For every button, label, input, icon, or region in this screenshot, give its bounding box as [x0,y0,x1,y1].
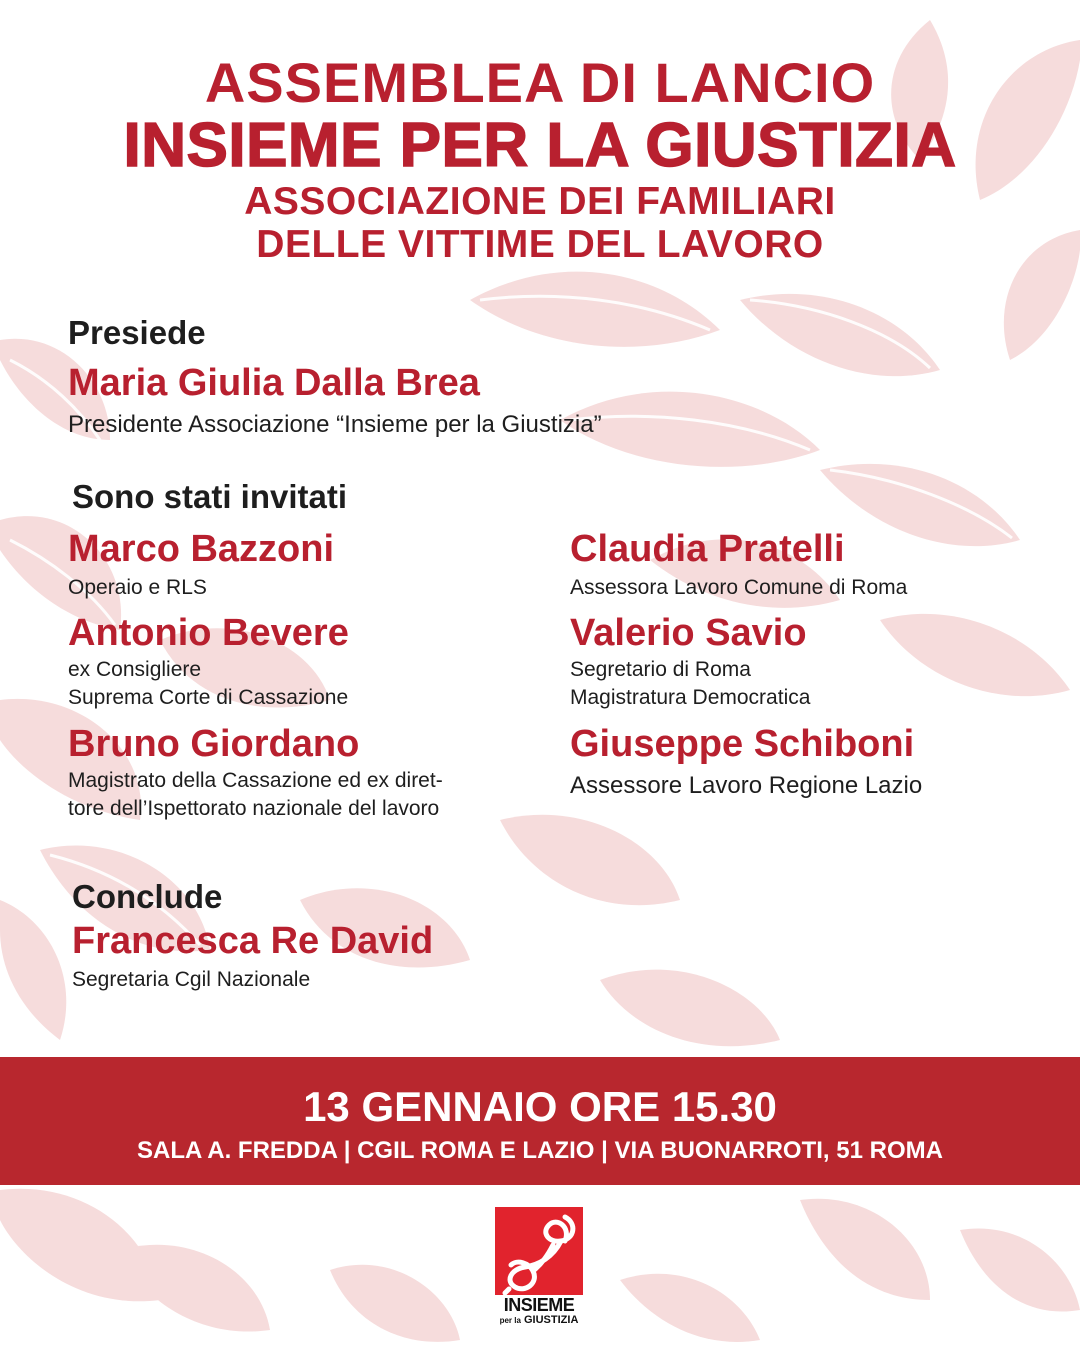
invitato-name: Antonio Bevere [68,612,349,654]
invitato-name: Valerio Savio [570,612,807,654]
logo-wordmark: INSIEME per la GIUSTIZIA [499,1295,579,1326]
event-place: SALA A. FREDDA | CGIL ROMA E LAZIO | VIA BUONARROTI, 51 ROMA [137,1137,943,1164]
title-block [0,52,1080,264]
event-date: 13 GENNAIO ORE 15.30 [303,1083,777,1130]
invitato-role: Assessore Lavoro Regione Lazio [570,772,923,799]
presiede-name: Maria Giulia Dalla Brea [68,362,480,404]
subtitle-line-1: ASSOCIAZIONE DEI FAMILIARI [244,180,836,223]
conclude-label: Conclude [72,878,223,915]
invitati-label: Sono stati invitati [72,478,348,515]
title-line-1: ASSEMBLEA DI LANCIO [204,51,876,114]
invitato-name: Claudia Pratelli [570,528,845,570]
invitato-name: Giuseppe Schiboni [570,723,915,765]
invitato-name: Bruno Giordano [68,723,360,765]
conclude-name: Francesca Re David [72,920,434,962]
event-band [0,1057,1080,1185]
invitato-role: Segretario di Roma Magistratura Democratica [570,658,811,709]
conclude-role: Segretaria Cgil Nazionale [72,968,311,991]
invitato-role: Assessora Lavoro Comune di Roma [570,576,908,599]
invitato-role: Magistrato della Cassazione ed ex diret- tore dell’Ispettorato nazionale del lavoro [68,769,443,820]
knot-logo-icon [495,1207,583,1295]
invitato-role: Operaio e RLS [68,576,207,599]
title-line-2: INSIEME PER LA GIUSTIZIA [123,111,957,180]
presiede-label: Presiede [68,314,206,351]
invitato-role: ex Consigliere Suprema Corte di Cassazione [68,658,349,709]
invitato-name: Marco Bazzoni [68,528,335,570]
presiede-role: Presidente Associazione “Insieme per la Giustizia” [68,411,602,438]
subtitle-line-2: DELLE VITTIME DEL LAVORO [256,223,824,266]
